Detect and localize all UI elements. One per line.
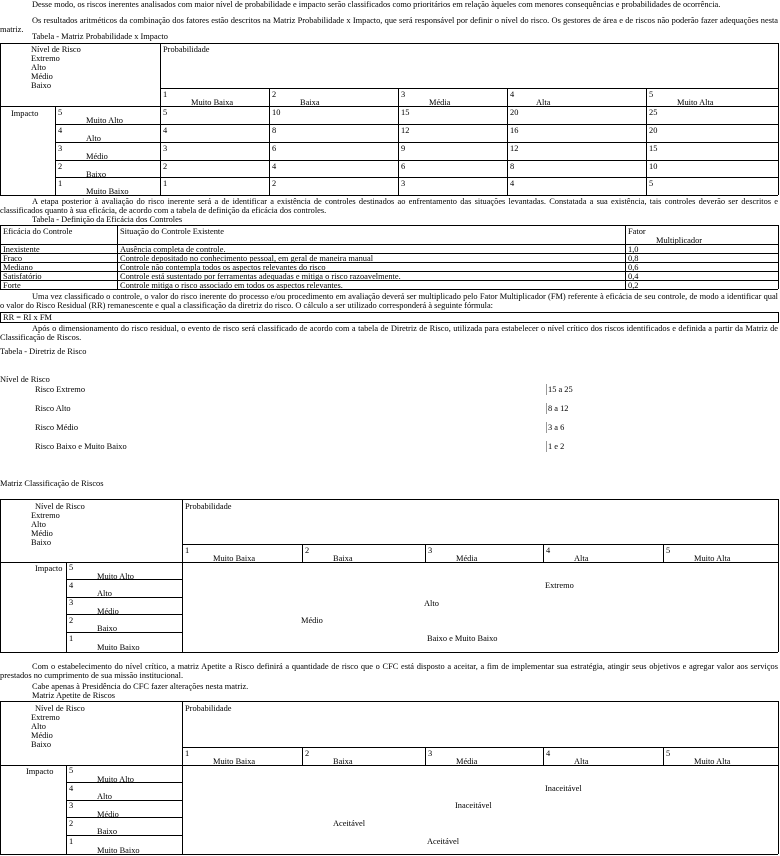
caption-risk-classification: Matriz Classificação de Riscos — [0, 479, 104, 488]
header-efficacy: Eficácia do Controle — [3, 227, 73, 236]
paragraph-directive: Após o dimensionamento do risco residual, o evento de risco será classificado de acordo com a tabela de Diretriz de Risco, utilizada para estabelecer o nível crítico dos riscos identificados e definida a partir da Matriz de Classificação de Riscos. — [0, 324, 778, 342]
header-impact: Impacto — [26, 767, 54, 776]
zone-alto: Alto — [424, 599, 439, 608]
header-multiplier: Multiplicador — [656, 236, 703, 245]
header-factor: Fator — [628, 227, 646, 236]
efficacy-cell: Inexistente — [3, 245, 40, 254]
header-impact: Impacto — [11, 109, 39, 118]
prob-col-label: Baixa — [333, 554, 353, 563]
prob-col-number: 3 — [428, 546, 433, 555]
level-medio: Médio — [31, 731, 53, 740]
header-risk-level: Nível de Risco — [35, 704, 85, 713]
level-alto: Alto — [31, 722, 46, 731]
matrix-cell: 3 — [163, 144, 168, 153]
impact-row-label: Baixo — [97, 624, 118, 633]
matrix-cell: 10 — [649, 162, 658, 171]
impact-row-number: 2 — [69, 819, 74, 828]
factor-cell: 0,6 — [628, 263, 639, 272]
prob-col-label: Baixa — [300, 98, 320, 107]
impact-row-number: 1 — [69, 634, 74, 643]
matrix-cell: 3 — [401, 179, 406, 188]
prob-col-number: 3 — [401, 90, 406, 99]
situation-cell: Controle não contempla todos os aspectos relevantes do risco — [120, 263, 326, 272]
zone-medio: Médio — [301, 616, 323, 625]
matrix-cell: 6 — [401, 162, 406, 171]
impact-row-number: 4 — [69, 784, 74, 793]
caption-risk-directive: Tabela - Diretriz de Risco — [0, 347, 87, 356]
matrix-cell: 5 — [163, 108, 168, 117]
matrix-cell: 16 — [510, 126, 519, 135]
header-probability: Probabilidade — [163, 45, 210, 54]
impact-row-number: 5 — [69, 563, 74, 572]
level-extremo: Extremo — [31, 713, 60, 722]
zone-aceitavel: Aceitável — [427, 837, 460, 846]
impact-row-number: 4 — [69, 581, 74, 590]
factor-cell: 1,0 — [628, 245, 639, 254]
prob-col-label: Média — [456, 757, 478, 766]
situation-cell: Controle mitiga o risco associado em todos os aspectos relevantes. — [120, 281, 343, 290]
efficacy-cell: Fraco — [3, 254, 23, 263]
prob-col-number: 4 — [546, 546, 551, 555]
impact-row-label: Alto — [97, 792, 112, 801]
matrix-cell: 4 — [163, 126, 168, 135]
impact-row-label: Muito Alto — [86, 116, 123, 125]
paragraph-presidency: Cabe apenas à Presidência do CFC fazer alterações nesta matriz. — [32, 682, 249, 691]
situation-cell: Controle está sustentado por ferramentas adequadas e mitiga o risco razoavelmente. — [120, 272, 401, 281]
efficacy-cell: Mediano — [3, 263, 33, 272]
matrix-cell: 6 — [272, 144, 277, 153]
directive-title: Nível de Risco — [0, 375, 50, 384]
directive-label: Risco Extremo — [35, 385, 86, 394]
matrix-cell: 25 — [649, 108, 658, 117]
zone-inaceitavel: Inaceitável — [545, 784, 582, 793]
prob-col-label: Muito Alta — [694, 554, 731, 563]
directive-label: Risco Alto — [35, 404, 71, 413]
prob-col-number: 5 — [666, 546, 671, 555]
directive-label: Risco Baixo e Muito Baixo — [35, 442, 127, 451]
header-risk-level: Nível de Risco — [35, 502, 85, 511]
matrix-cell: 2 — [272, 179, 277, 188]
paragraph-residual-risk: Uma vez classificado o controle, o valor do risco inerente do processo e/ou procedimento em avaliação deverá ser multiplicado pelo Fator Multiplicador (FM) referente à eficácia de seu controle, de modo a identificar qual o valor do Risco Residual (RR) remanescente e qual a classificação da diretriz do risco. O cálculo a ser utilizado corresponderá à seguinte fórmula: — [0, 292, 778, 310]
header-situation: Situação do Controle Existente — [120, 227, 224, 236]
level-baixo: Baixo — [31, 81, 52, 90]
matrix-cell: 8 — [510, 162, 515, 171]
caption-matrix-prob-impact: Tabela - Matriz Probabilidade x Impacto — [32, 32, 168, 41]
paragraph-results: Os resultados aritméticos da combinação dos fatores estão descritos na Matriz Probabilidade x Impacto, que será responsável por definir o nível do risco. Os gestores de área e de riscos não poderão fazer adequações nesta matriz. — [0, 16, 778, 34]
directive-range: 3 a 6 — [548, 423, 565, 432]
impact-row-label: Muito Baixo — [97, 643, 140, 652]
matrix-cell: 15 — [649, 144, 658, 153]
impact-row-number: 3 — [69, 598, 74, 607]
paragraph-intro: Desse modo, os riscos inerentes analisados com maior nível de probabilidade e impacto serão classificados como prioritários em relação àqueles com menores consequências e probabilidades de ocorrência. — [32, 0, 721, 9]
impact-row-number: 1 — [58, 179, 63, 188]
matrix-cell: 1 — [163, 179, 168, 188]
prob-col-label: Alta — [536, 98, 551, 107]
directive-range: 1 e 2 — [548, 442, 565, 451]
impact-row-label: Baixo — [97, 827, 118, 836]
level-alto: Alto — [31, 520, 46, 529]
prob-col-number: 3 — [428, 749, 433, 758]
formula-text: RR = RI x FM — [3, 313, 52, 322]
prob-col-label: Alta — [574, 757, 589, 766]
impact-row-label: Baixo — [86, 170, 107, 179]
header-probability: Probabilidade — [185, 502, 232, 511]
matrix-cell: 4 — [510, 179, 515, 188]
factor-cell: 0,8 — [628, 254, 639, 263]
impact-row-number: 1 — [69, 837, 74, 846]
header-risk-level: Nível de Risco — [31, 45, 81, 54]
factor-cell: 0,2 — [628, 281, 639, 290]
impact-row-number: 5 — [69, 766, 74, 775]
paragraph-appetite: Com o estabelecimento do nível crítico, a matriz Apetite a Risco definirá a quantidade de risco que o CFC está disposto a aceitar, a fim de implementar sua estratégia, atingir seus objetivos e agregar valor aos serviços prestados no cumprimento de sua missão institucional. — [0, 662, 778, 680]
impact-row-label: Médio — [97, 810, 119, 819]
header-probability: Probabilidade — [185, 704, 232, 713]
matrix-cell: 20 — [649, 126, 658, 135]
matrix-cell: 12 — [401, 126, 410, 135]
directive-range: 15 a 25 — [548, 385, 573, 394]
prob-col-number: 2 — [272, 90, 277, 99]
zone-baixo: Baixo e Muito Baixo — [427, 634, 498, 643]
impact-row-label: Muito Alto — [97, 572, 134, 581]
prob-col-label: Média — [429, 98, 451, 107]
matrix-cell: 9 — [401, 144, 406, 153]
zone-extremo: Extremo — [545, 581, 574, 590]
level-extremo: Extremo — [31, 54, 60, 63]
prob-col-number: 5 — [666, 749, 671, 758]
matrix-cell: 12 — [510, 144, 519, 153]
matrix-cell: 2 — [163, 162, 168, 171]
prob-col-label: Muito Alta — [694, 757, 731, 766]
efficacy-cell: Satisfatório — [3, 272, 42, 281]
impact-row-number: 3 — [58, 144, 63, 153]
situation-cell: Controle depositado no conhecimento pessoal, em geral de maneira manual — [120, 254, 374, 263]
prob-col-label: Média — [456, 554, 478, 563]
factor-cell: 0,4 — [628, 272, 639, 281]
level-extremo: Extremo — [31, 511, 60, 520]
impact-row-label: Alto — [86, 134, 101, 143]
prob-col-label: Muito Baixa — [191, 98, 234, 107]
caption-risk-appetite: Matriz Apetite de Riscos — [32, 691, 116, 700]
prob-col-number: 4 — [546, 749, 551, 758]
caption-control-efficacy: Tabela - Definição da Eficácia dos Controles — [32, 215, 183, 224]
prob-col-label: Muito Baixa — [213, 554, 256, 563]
prob-col-number: 4 — [510, 90, 515, 99]
matrix-cell: 15 — [401, 108, 410, 117]
impact-row-label: Médio — [86, 152, 108, 161]
level-baixo: Baixo — [31, 538, 52, 547]
level-alto: Alto — [31, 63, 46, 72]
level-medio: Médio — [31, 72, 53, 81]
paragraph-controls: A etapa posterior à avaliação do risco inerente será a de identificar a existência de controles destinados ao enfrentamento das situações levantadas. Constatada a sua existência, tais controles deverão ser descritos e classificados quanto à sua eficácia, de acordo com a tabela de definição da eficácia dos controles. — [0, 197, 778, 215]
impact-row-label: Médio — [97, 607, 119, 616]
prob-col-label: Muito Baixa — [213, 757, 256, 766]
directive-range: 8 a 12 — [548, 404, 569, 413]
situation-cell: Ausência completa de controle. — [120, 245, 226, 254]
matrix-cell: 8 — [272, 126, 277, 135]
header-impact: Impacto — [35, 564, 63, 573]
impact-row-label: Alto — [97, 589, 112, 598]
zone-inaceitavel: Inaceitável — [455, 801, 492, 810]
matrix-cell: 5 — [649, 179, 654, 188]
prob-col-number: 2 — [305, 546, 310, 555]
impact-row-label: Muito Baixo — [97, 846, 140, 855]
impact-row-number: 2 — [58, 162, 63, 171]
impact-row-label: Muito Alto — [97, 775, 134, 784]
matrix-cell: 10 — [272, 108, 281, 117]
matrix-cell: 4 — [272, 162, 277, 171]
prob-col-label: Alta — [574, 554, 589, 563]
prob-col-number: 1 — [185, 546, 190, 555]
impact-row-number: 5 — [58, 108, 63, 117]
prob-col-label: Muito Alta — [677, 98, 714, 107]
prob-col-number: 1 — [185, 749, 190, 758]
prob-col-number: 5 — [649, 90, 654, 99]
directive-label: Risco Médio — [35, 423, 79, 432]
efficacy-cell: Forte — [3, 281, 21, 290]
zone-aceitavel: Aceitável — [333, 819, 366, 828]
level-baixo: Baixo — [31, 740, 52, 749]
prob-col-number: 1 — [163, 90, 168, 99]
impact-row-number: 4 — [58, 126, 63, 135]
impact-row-number: 2 — [69, 616, 74, 625]
prob-col-number: 2 — [305, 749, 310, 758]
level-medio: Médio — [31, 529, 53, 538]
impact-row-label: Muito Baixo — [86, 187, 129, 196]
matrix-cell: 20 — [510, 108, 519, 117]
impact-row-number: 3 — [69, 801, 74, 810]
prob-col-label: Baixa — [333, 757, 353, 766]
